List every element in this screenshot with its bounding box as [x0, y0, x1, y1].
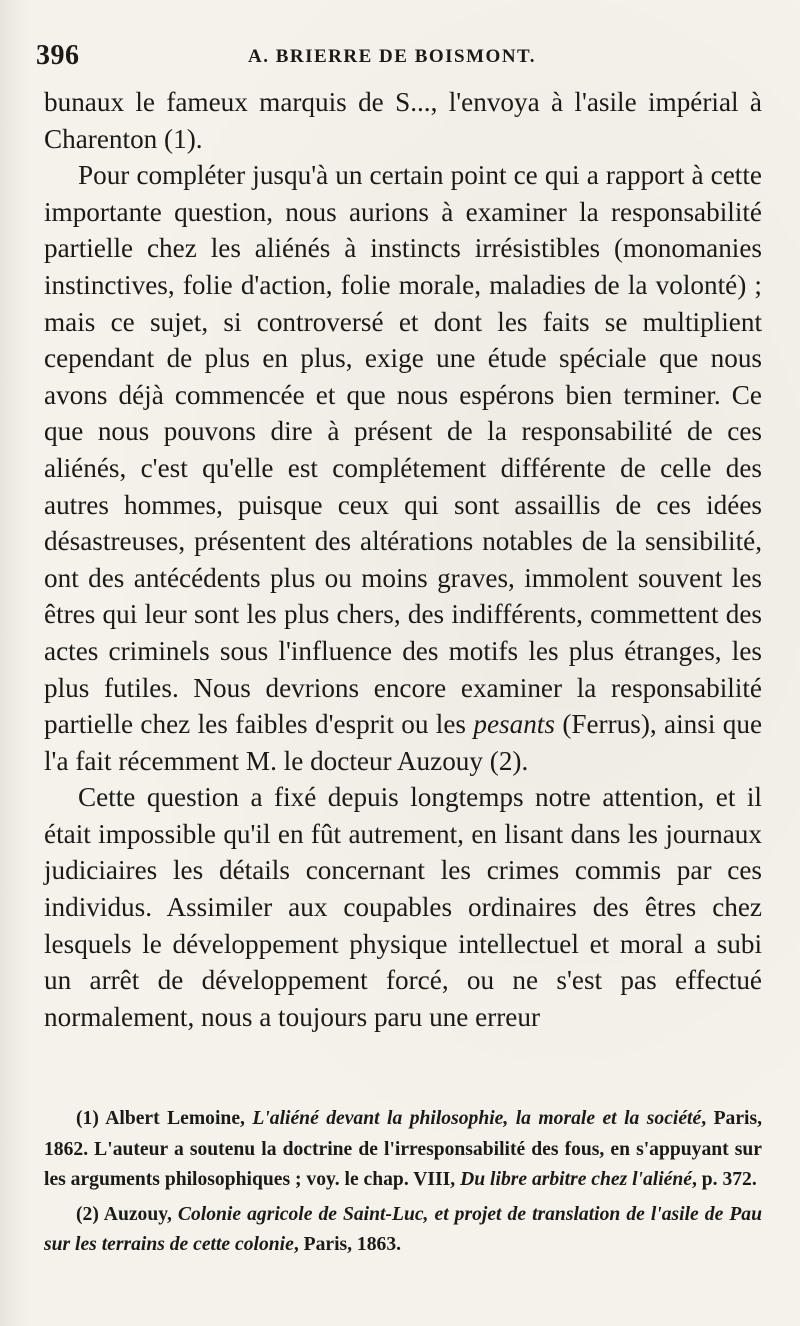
- running-head: A. BRIERRE DE BOISMONT.: [248, 46, 537, 67]
- footnotes: [44, 1104, 762, 1261]
- page-header: [36, 40, 766, 76]
- footnote-2: [44, 1200, 762, 1261]
- footnote-2-title: Colonie agricole de Saint-Luc, et projet de translation de l'asile de Pau sur les terrains de cette colonie: [44, 1203, 762, 1255]
- italic-term: pesants: [473, 709, 555, 740]
- paragraph-responsibility: [44, 157, 762, 779]
- footnote-1-chapter: Du libre arbitre chez l'aliéné: [460, 1169, 692, 1190]
- paragraph-text-end: (Ferrus), ainsi que l'a fait récemment M. le docteur Auzouy (2).: [44, 709, 763, 776]
- footnote-1-page: , p. 372.: [691, 1169, 757, 1190]
- page-number: 396: [36, 40, 80, 71]
- footnote-1-text: , Paris, 1862. L'auteur a soutenu la doctrine de l'irresponsabilité des fous, en s'appuyant sur les arguments philosophiques ; voy. le chap. VIII,: [44, 1108, 762, 1190]
- main-text: [44, 84, 762, 1035]
- footnote-1: [44, 1104, 762, 1196]
- footnote-1-author: (1) Albert Lemoine,: [76, 1108, 245, 1129]
- footnote-2-text: , Paris, 1863.: [293, 1234, 402, 1255]
- paragraph-text: Pour compléter jusqu'à un certain point ce qui a rapport à cette importante question, nous aurions à examiner la responsabilité partielle chez les aliénés à instincts irrésistibles (monomanies instinctives, folie d'action, folie morale, maladies de la volonté) ; mais ce sujet, si controversé et dont les faits se multiplient cependant de plus en plus, exige une étude spéciale que nous avons déjà commencée et que nous espérons bien terminer. Ce que nous pouvons dire à présent de la responsabilité de ces aliénés, c'est qu'elle est complétement différente de celle des autres hommes, puisque ceux qui sont assaillis de ces idées désastreuses, présentent des altérations notables de la sensibilité, ont des antécédents plus ou moins graves, immolent souvent les êtres qui leur sont les plus chers, des indifférents, commettent des actes criminels sous l'influence des motifs les plus étranges, les plus futiles. Nous devrions encore examiner la responsabilité partielle chez les faibles d'esprit ou les: [44, 160, 762, 740]
- footnote-2-author: (2) Auzouy,: [76, 1203, 172, 1225]
- footnote-1-title: L'aliéné devant la philosophie, la morale et la société: [252, 1108, 702, 1129]
- paragraph-question: Cette question a fixé depuis longtemps notre attention, et il était impossible qu'il en fût autrement, en lisant dans les journaux judiciaires les détails concernant les crimes commis par ces individus. Assimiler aux coupables ordinaires des êtres chez lesquels le développement physique intellectuel et moral a subi un arrêt de développement forcé, ou ne s'est pas effectué normalement, nous a toujours paru une erreur: [44, 782, 762, 1032]
- paragraph-continuation: bunaux le fameux marquis de S..., l'envoya à l'asile impérial à Charenton (1).: [44, 87, 762, 154]
